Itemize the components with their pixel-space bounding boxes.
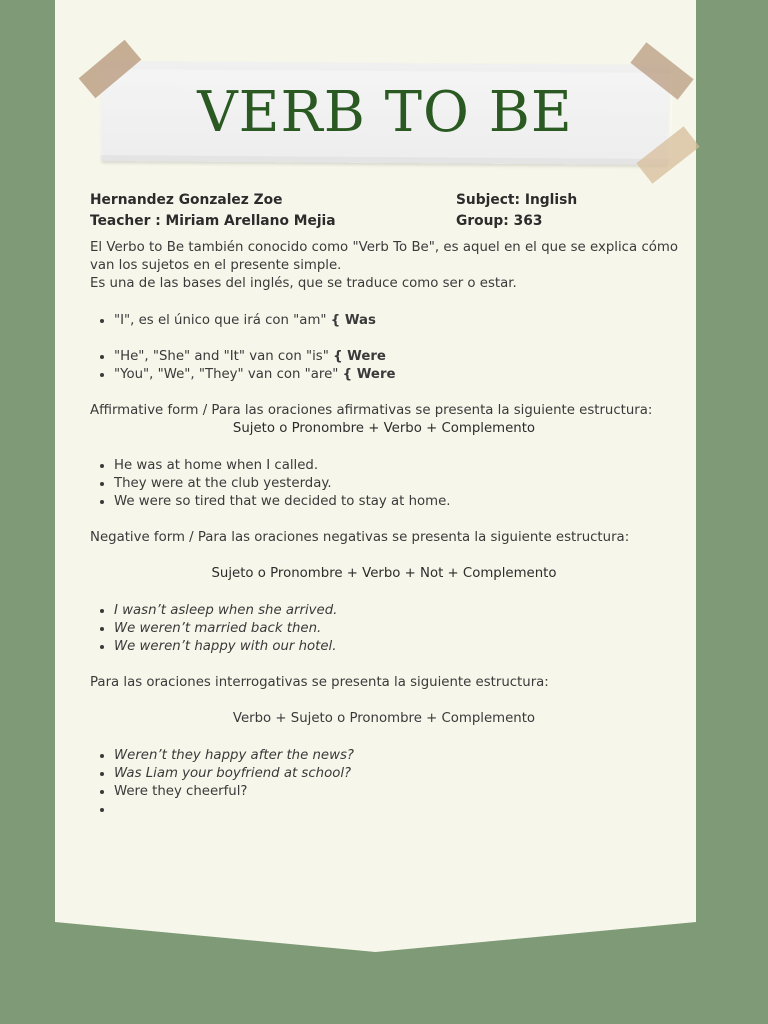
list-item: • We weren’t married back then. [114, 620, 678, 638]
interrogative-formula: Verbo + Sujeto o Pronombre + Complemento [232, 711, 536, 727]
list-item: • "He", "She" and "It" van con "is" { Were [114, 348, 678, 366]
list-item [114, 801, 678, 819]
interrogative-examples [90, 747, 678, 820]
affirmative-formula: Sujeto o Pronombre + Verbo + Complemento [232, 421, 536, 437]
header-info [90, 190, 678, 232]
affirmative-examples [90, 457, 678, 512]
intro-paragraph: El Verbo to Be también conocido como "Verb To Be", es aquel en el que se explica cómo van los sujetos en el presente simple. [90, 240, 678, 274]
intro-paragraph: Es una de las bases del inglés, que se traduce como ser o estar. [90, 276, 517, 292]
affirmative-intro: Affirmative form / Para las oraciones afirmativas se presenta la siguiente estructura: [90, 403, 653, 419]
subject-rules-list [90, 312, 678, 330]
negative-intro: Negative form / Para las oraciones negativas se presenta la siguiente estructura: [90, 530, 630, 546]
teacher-name: Teacher : Miriam Arellano Mejia [90, 213, 336, 229]
list-item: • He was at home when I called. [114, 457, 678, 475]
list-item: • Weren’t they happy after the news? [114, 747, 678, 765]
negative-formula: Sujeto o Pronombre + Verbo + Not + Complemento [211, 566, 557, 582]
interrogative-intro: Para las oraciones interrogativas se presenta la siguiente estructura: [90, 675, 549, 691]
group: Group: 363 [456, 213, 543, 229]
list-item: • Was Liam your boyfriend at school? [114, 765, 678, 783]
header-right [456, 190, 678, 232]
page-title: VERB TO BE [197, 80, 573, 145]
document-body [90, 190, 678, 819]
list-item: • "I", es el único que irá con "am" { Was [114, 312, 678, 330]
list-item: • They were at the club yesterday. [114, 475, 678, 493]
header-left [90, 190, 336, 232]
negative-examples [90, 602, 678, 657]
subject: Subject: Inglish [456, 192, 578, 208]
student-name: Hernandez Gonzalez Zoe [90, 192, 283, 208]
list-item: • I wasn’t asleep when she arrived. [114, 602, 678, 620]
list-item: • We were so tired that we decided to stay at home. [114, 493, 678, 511]
list-item: • "You", "We", "They" van con "are" { Were [114, 366, 678, 384]
subject-rules-list [90, 348, 678, 384]
list-item: • We weren’t happy with our hotel. [114, 638, 678, 656]
list-item: • Were they cheerful? [114, 783, 678, 801]
